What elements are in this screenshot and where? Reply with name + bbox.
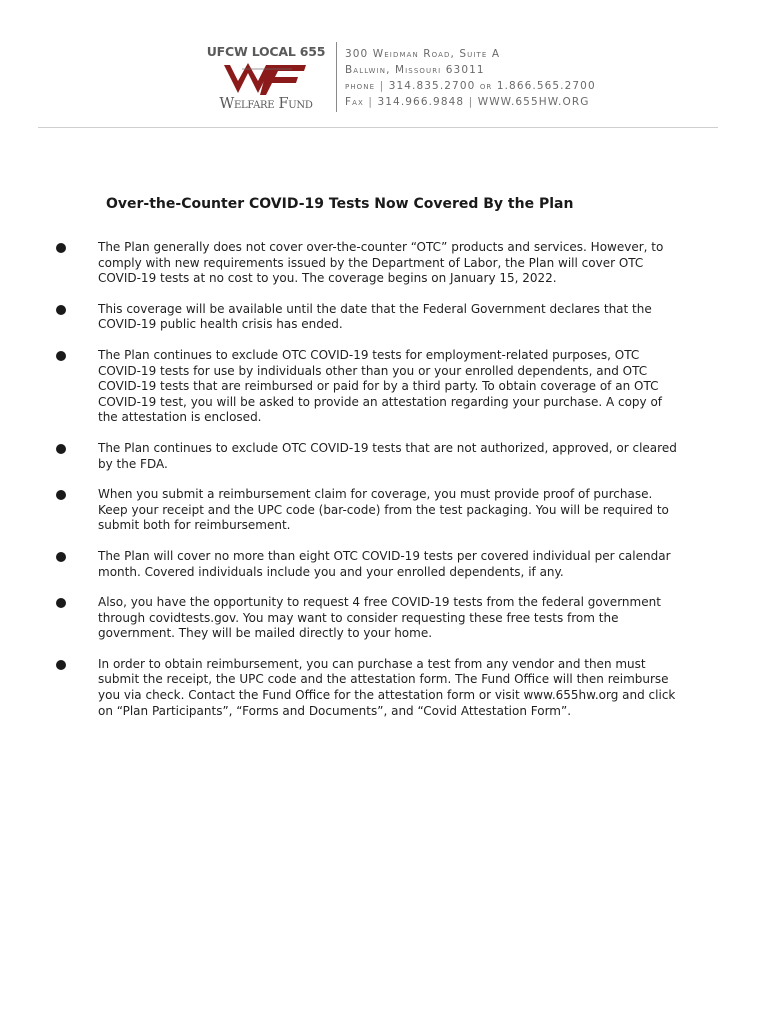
phone-value: 314.835.2700 or 1.866.565.2700 — [388, 80, 596, 92]
wf-monogram-icon — [222, 59, 312, 97]
contact-block — [345, 46, 596, 110]
phone-line — [345, 78, 596, 94]
bullet-list — [56, 240, 684, 734]
letterhead — [200, 40, 620, 120]
separator: | — [368, 96, 374, 108]
bullet-item: The Plan generally does not cover over-the-counter “OTC” products and services. However, to comply with new requirements issued by the Department of Labor, the Plan will cover OTC COVID-19 tests at no cost to you. The coverage begins on January 15, 2022. — [56, 240, 684, 287]
bullet-item: The Plan will cover no more than eight OTC COVID-19 tests per covered individual per calendar month. Covered individuals include you and your enrolled dependents, if any. — [56, 549, 684, 580]
fax-line — [345, 94, 596, 110]
fax-value: 314.966.9848 — [377, 96, 465, 108]
header-rule — [38, 127, 718, 128]
logo-fund-name: Welfare Fund — [219, 96, 313, 112]
separator: | — [468, 96, 474, 108]
bullet-item: In order to obtain reimbursement, you can purchase a test from any vendor and then must submit the receipt, the UPC code and the attestation form. The Fund Office will then reimburse you via check. Contact the Fund Office for the attestation form or visit www.655hw.org and click on “Plan Participants”, “Forms and Documents”, and “Covid Attestation Form”. — [56, 657, 684, 719]
logo-union-name: UFCW LOCAL 655 — [206, 44, 326, 59]
phone-label: phone — [345, 80, 376, 92]
address-line-2: Ballwin, Missouri 63011 — [345, 64, 485, 76]
fax-label: Fax — [345, 96, 364, 108]
document-title: Over-the-Counter COVID-19 Tests Now Covered By the Plan — [106, 196, 574, 212]
bullet-item: The Plan continues to exclude OTC COVID-19 tests that are not authorized, approved, or cleared by the FDA. — [56, 441, 684, 472]
website-link[interactable]: WWW.655HW.ORG — [477, 96, 590, 108]
address-line-1: 300 Weidman Road, Suite A — [345, 48, 501, 60]
separator: | — [379, 80, 385, 92]
bullet-item: Also, you have the opportunity to request 4 free COVID-19 tests from the federal government through covidtests.gov. You may want to consider requesting these free tests from the government. They will be mailed directly to your home. — [56, 595, 684, 642]
welfare-fund-logo — [200, 44, 332, 116]
bullet-item: This coverage will be available until the date that the Federal Government declares that the COVID-19 public health crisis has ended. — [56, 302, 684, 333]
bullet-item: When you submit a reimbursement claim for coverage, you must provide proof of purchase. Keep your receipt and the UPC code (bar-code) from the test packaging. You will be required to submit both for reimbursement. — [56, 487, 684, 534]
letterhead-divider — [336, 42, 337, 112]
bullet-item: The Plan continues to exclude OTC COVID-19 tests for employment-related purposes, OTC COVID-19 tests for use by individuals other than you or your enrolled dependents, and OTC COVID-19 tests that are reimbursed or paid for by a third party. To obtain coverage of an OTC COVID-19 test, you will be asked to provide an attestation regarding your purchase. A copy of the attestation is enclosed. — [56, 348, 684, 426]
